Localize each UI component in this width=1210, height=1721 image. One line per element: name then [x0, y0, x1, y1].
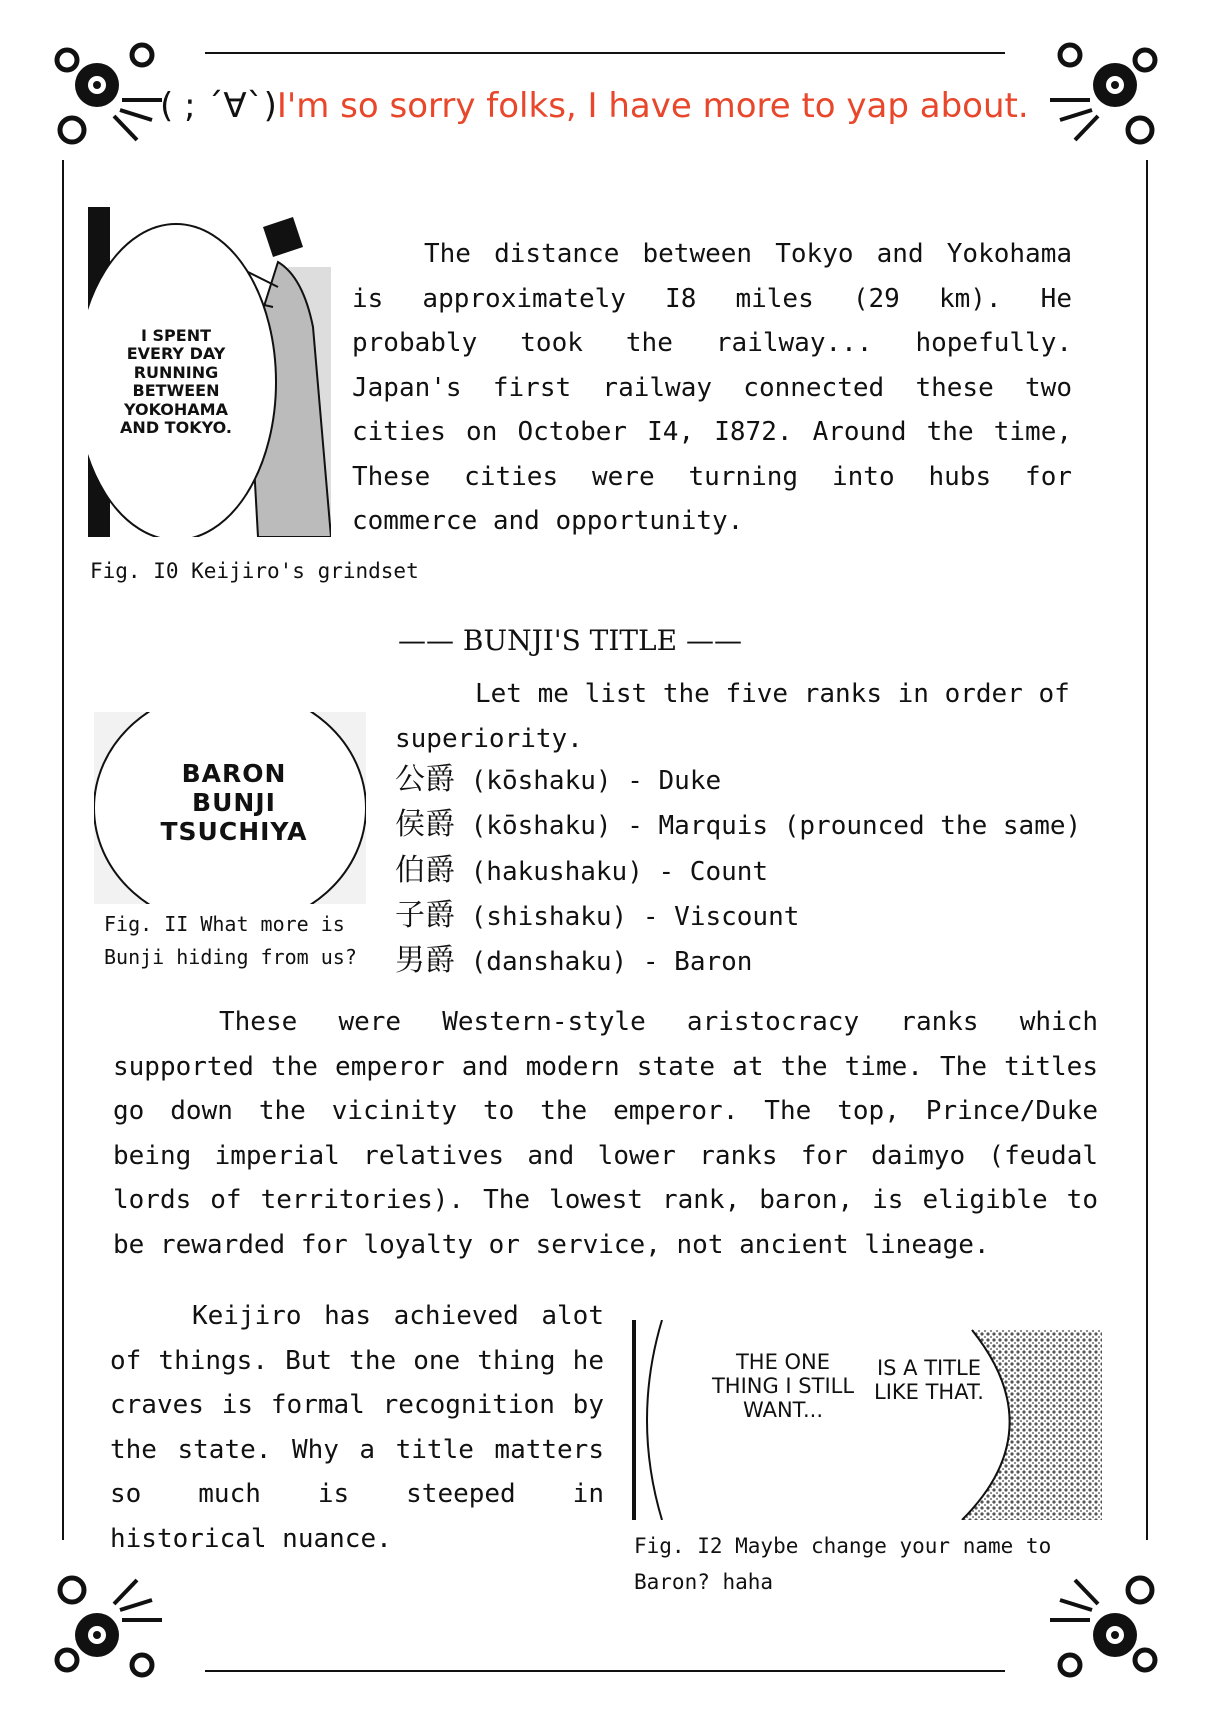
figure-11-caption [104, 908, 357, 974]
caption-line-2: Baron? haha [634, 1570, 774, 1594]
manga-panel-image [632, 1320, 1102, 1520]
figure-11-bubble [134, 760, 334, 846]
caption-line-1: Fig. II What more is [104, 912, 345, 936]
page-title [160, 86, 1060, 126]
intro-paragraph [352, 232, 1072, 544]
rank-reading: (kōshaku) [470, 766, 612, 796]
title-text: I'm so sorry folks, I have more to yap about. [276, 86, 1029, 126]
corner-ornament-bottom-left [52, 1560, 172, 1680]
rank-kanji: 公爵 [395, 762, 455, 797]
section-lead [395, 672, 1083, 761]
rank-row-duke [395, 758, 1081, 803]
rank-kanji: 男爵 [395, 943, 455, 979]
caption-line-1: Fig. I2 Maybe change your name to [634, 1534, 1052, 1558]
top-rule [205, 52, 1005, 54]
rank-kanji: 伯爵 [395, 852, 455, 888]
rank-meaning: - Viscount [642, 901, 800, 932]
figure-10-bubble: I SPENT EVERY DAY RUNNING BETWEEN YOKOHAMA AND TOKYO. [120, 326, 232, 437]
intro-paragraph-text: The distance between Tokyo and Yokohama is approximately I8 miles (29 km). He probably took the railway... hopefully. Japan's first railway connected these two cities on October I4, I872. Around the time, These cities were turning into hubs for commerce and opportunity. [352, 239, 1072, 536]
figure-10-panel [88, 207, 331, 537]
rank-kanji: 侯爵 [395, 807, 455, 843]
closing-paragraph [110, 1294, 604, 1561]
rank-list [395, 758, 1081, 984]
rank-meaning: - Marquis (prounced the same) [627, 811, 1082, 842]
figure-12-bubble-left: THE ONE THING I STILL WANT... [711, 1350, 855, 1423]
rank-reading: (hakushaku) [470, 856, 643, 887]
ranks-paragraph [113, 1000, 1098, 1267]
rank-row-baron [395, 939, 1081, 984]
figure-12-bubble-right: IS A TITLE LIKE THAT. [874, 1356, 984, 1405]
figure-10-caption: Fig. I0 Keijiro's grindset [90, 559, 419, 583]
rank-meaning: - Baron [642, 947, 753, 978]
heading-text: BUNJI'S TITLE [462, 624, 678, 657]
figure-11-panel [94, 712, 366, 904]
rank-meaning: - Count [658, 856, 769, 887]
figure-12-panel [632, 1320, 1102, 1520]
corner-ornament-bottom-right [1040, 1560, 1160, 1680]
title-emoticon: ( ; ´∀`) [160, 86, 277, 126]
ranks-paragraph-text: These were Western-style aristocracy ranks which supported the emperor and modern state at the time. The titles go down the vicinity to the emperor. The top, Prince/Duke being imperial relatives and lower ranks for daimyo (feudal lords of territories). The lowest rank, baron, is eligible to be rewarded for loyalty or service, not ancient lineage. [113, 1007, 1098, 1260]
bottom-rule [205, 1670, 1005, 1672]
left-rule [62, 160, 64, 1540]
heading-dash-left: —— [398, 624, 454, 657]
right-rule [1146, 160, 1148, 1540]
bubble-line-2: BUNJI [192, 787, 276, 817]
rank-row-count [395, 849, 1081, 894]
rank-row-viscount [395, 894, 1081, 939]
section-heading [398, 624, 742, 657]
figure-12-caption [634, 1528, 1051, 1600]
bubble-line-1: BARON [181, 759, 287, 788]
rank-row-marquis [395, 803, 1081, 848]
caption-line-2: Bunji hiding from us? [104, 945, 357, 969]
closing-paragraph-text: Keijiro has achieved alot of things. But the one thing he craves is formal recognition by the state. Why a title matters so much is steeped in historical nuance. [110, 1301, 604, 1554]
rank-reading: (kōshaku) [470, 811, 612, 842]
section-lead-text: Let me list the five ranks in order of superiority. [395, 679, 1070, 754]
bubble-line-3: TSUCHIYA [160, 816, 308, 846]
rank-kanji: 子爵 [395, 897, 455, 933]
rank-reading: (danshaku) [470, 947, 628, 978]
rank-reading: (shishaku) [470, 901, 628, 932]
corner-ornament-top-left [52, 40, 172, 160]
heading-dash-right: —— [686, 624, 742, 657]
rank-meaning: - Duke [627, 766, 722, 796]
